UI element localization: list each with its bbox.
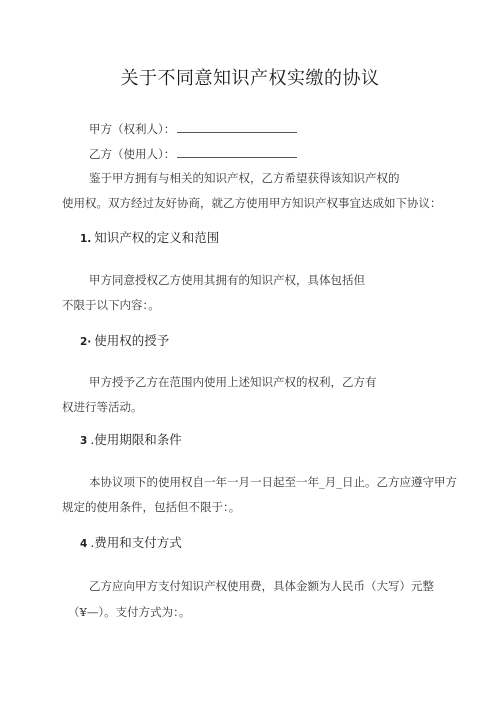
intro-line-2: 使用权。双方经过友好协商，就乙方使用甲方知识产权事宜达成如下协议：	[62, 196, 442, 210]
section-heading-2	[80, 331, 169, 349]
section-1-line-2: 不限于以下内容：。	[62, 298, 160, 312]
section-3-line-1: 本协议项下的使用权自一年一月一日起至一年_月_日止。乙方应遵守甲方	[89, 475, 457, 489]
document-title: 关于不同意知识产权实缴的协议	[120, 68, 380, 89]
party-b-label: 乙方（使用人）：	[89, 147, 176, 161]
party-a-blank	[177, 122, 297, 133]
party-a-label: 甲方（权利人）：	[89, 122, 176, 136]
section-heading-4	[80, 533, 182, 551]
section-heading-3	[80, 430, 182, 448]
section-title-3: .使用期限和条件	[90, 432, 182, 447]
section-4-line-1: 乙方应向甲方支付知识产权使用费，具体金额为人民币（大写）元整	[89, 579, 434, 593]
party-b-line	[89, 146, 297, 162]
section-4-line-2: （¥—）。支付方式为：。	[68, 605, 191, 619]
party-b-blank	[177, 147, 297, 158]
party-a-line	[89, 121, 297, 137]
section-heading-1	[80, 228, 219, 246]
section-title-1: 知识产权的定义和范围	[94, 230, 220, 245]
section-number-4: 4	[80, 538, 88, 550]
section-2-line-1: 甲方授予乙方在范围内使用上述知识产权的权利，乙方有	[89, 375, 377, 389]
section-2-line-2: 权进行等活动。	[62, 400, 143, 414]
section-number-2: 2·	[80, 336, 92, 348]
intro-line-1: 鉴于甲方拥有与相关的知识产权，乙方希望获得该知识产权的	[89, 171, 400, 185]
section-number-3: 3	[80, 435, 88, 447]
section-3-line-2: 规定的使用条件，包括但不限于：。	[62, 500, 241, 514]
section-1-line-1: 甲方同意授权乙方使用其拥有的知识产权，具体包括但	[89, 273, 365, 287]
section-title-4: .费用和支付方式	[90, 535, 182, 550]
section-number-1: 1.	[80, 233, 92, 245]
section-title-2: 使用权的授予	[94, 333, 170, 348]
